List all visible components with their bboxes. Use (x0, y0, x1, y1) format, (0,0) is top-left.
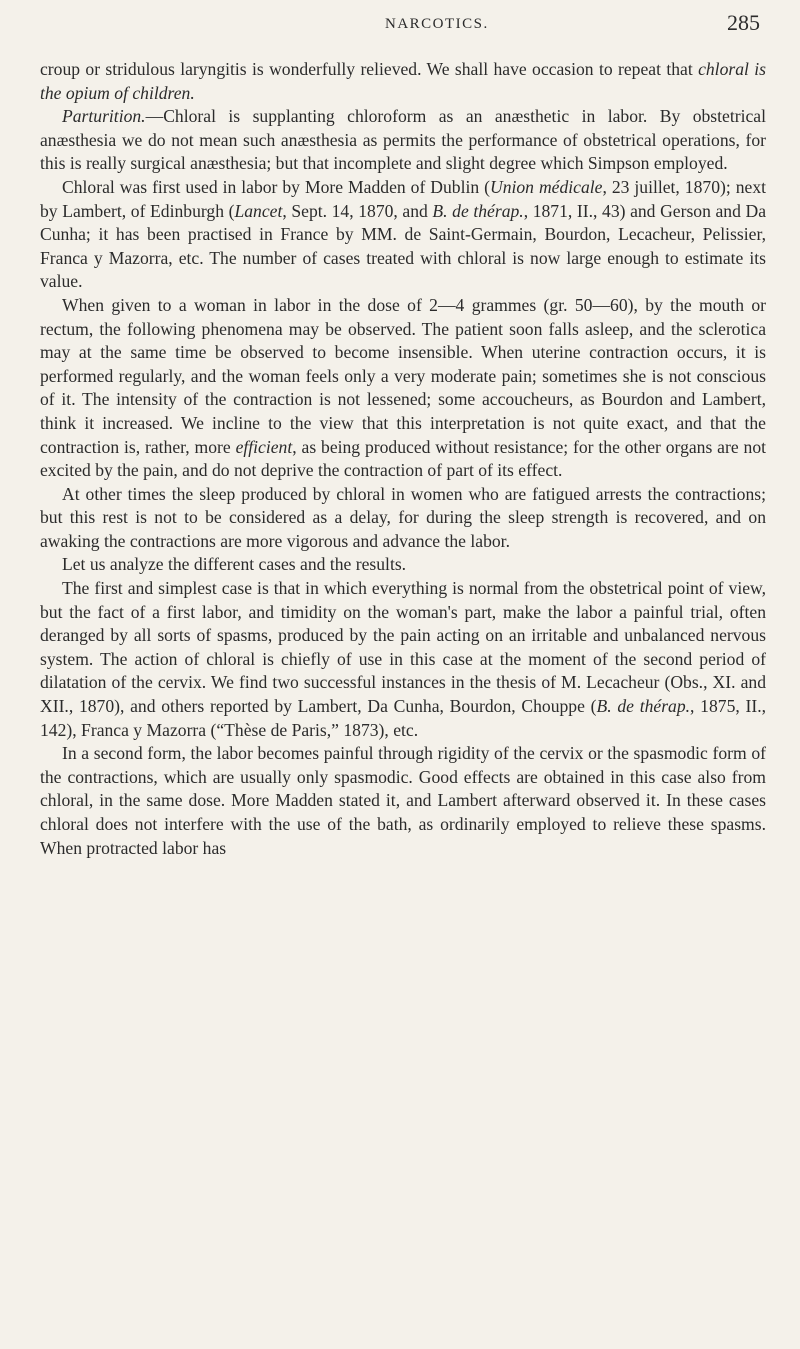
text-run: , 1875, II., 142), Franca y Mazorra (“Thèse de Paris,” 1873), etc. (40, 696, 767, 740)
italic-text: efficient (235, 436, 293, 457)
italic-text: chloral is the opium of children. (40, 59, 766, 103)
text-run: , 1871, II., 43) and Gerson and Da Cunha; it has been practised in France by MM. de Saint-Germain, Bourdon, Lecacheur, Pelissier, Franca y Mazorra, etc. The number of cases treated with chloral is now large enough to estimate its value. (40, 200, 767, 292)
running-title: NARCOTICS. (385, 16, 489, 32)
paragraph-p3 (40, 176, 766, 294)
paragraph-p7 (40, 577, 766, 742)
text-run: Let us analyze the different cases and the results. (62, 554, 407, 575)
italic-text: Parturition. (62, 106, 146, 127)
body-text (40, 58, 766, 860)
paragraph-p4 (40, 294, 766, 483)
text-run: , 23 juillet, 1870); next by Lambert, of Edinburgh ( (40, 176, 766, 221)
text-run: , as being produced without resistance; for the other organs are not excited by the pain, and do not deprive the contraction of part of its effect. (40, 436, 767, 481)
italic-text: B. de thérap. (596, 696, 691, 717)
page-number: 285 (727, 10, 760, 35)
paragraph-p2 (40, 105, 766, 176)
text-run: In a second form, the labor becomes painful through rigidity of the cervix or the spasmodic form of the contractions, which are usually only spasmodic. Good effects are obtained in this case also from chloral, in the same dose. More Madden stated it, and Lambert afterward observed it. In these cases chloral does not interfere with the use of the bath, as ordinarily employed to relieve these spasms. When protracted labor has (40, 743, 766, 858)
italic-text: Lancet (234, 200, 283, 221)
text-run: —Chloral is supplanting chloroform as an anæsthetic in labor. By obstetrical anæsthesia we do not mean such anæsthesia as permits the performance of obstetrical operations, for this is really surgical anæsthesia; but that incomplete and slight degree which Simpson employed. (40, 106, 766, 174)
paragraph-p8 (40, 742, 766, 860)
text-run: Chloral was first used in labor by More Madden of Dublin ( (62, 176, 490, 197)
paragraph-p1 (40, 58, 766, 105)
paragraph-p5 (40, 483, 766, 554)
italic-text: B. de thérap. (432, 200, 524, 221)
text-run: croup or stridulous laryngitis is wonderfully relieved. We shall have occasion to repeat that (40, 59, 699, 79)
page-header (0, 6, 800, 42)
text-run: , Sept. 14, 1870, and (282, 200, 433, 221)
text-run: At other times the sleep produced by chloral in women who are fatigued arrests the contractions; but this rest is not to be considered as a delay, for during the sleep strength is recovered, and on awaking the contractions are more vigorous and advance the labor. (40, 483, 766, 551)
paragraph-p6 (40, 553, 766, 577)
italic-text: Union médicale (489, 176, 603, 197)
text-run: The first and simplest case is that in which everything is normal from the obstetrical point of view, but the fact of a first labor, and timidity on the woman's part, make the labor a painful trial, often deranged by all sorts of spasms, produced by the pain acting on an irritable and unbalanced nervous system. The action of chloral is chiefly of use in this case at the moment of the second period of dilatation of the cervix. We find two successful instances in the thesis of M. Lecacheur (Obs., XI. and XII., 1870), and others reported by Lambert, Da Cunha, Bourdon, Chouppe ( (40, 578, 766, 717)
text-run: When given to a woman in labor in the dose of 2—4 grammes (gr. 50—60), by the mouth or rectum, the following phenomena may be observed. The patient soon falls asleep, and the sclerotica may at the same time be observed to become insensible. When uterine contraction occurs, it is performed regularly, and the woman feels only a very moderate pain; sometimes she is not conscious of it. The intensity of the contraction is not lessened; some accoucheurs, as Bourdon and Lambert, think it increased. We incline to the view that this interpretation is not quite exact, and that the contraction is, rather, more (40, 294, 766, 457)
